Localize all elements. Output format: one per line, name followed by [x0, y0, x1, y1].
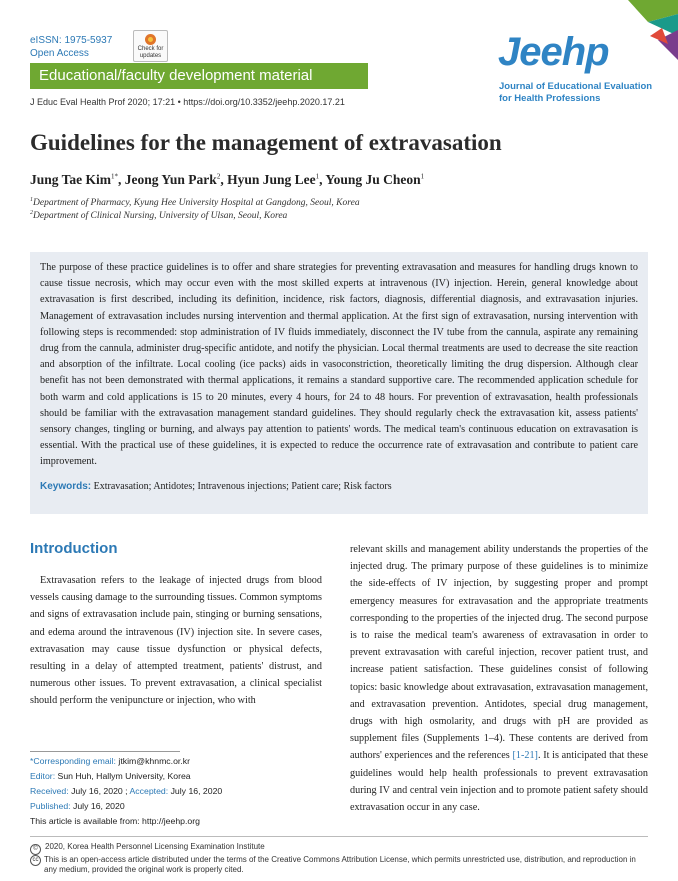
intro-paragraph-1: Extravasation refers to the leakage of injected drugs from blood vessels causing damage to the surrounding tissues. Common symptoms and signs of extravasation include pain, stinging or burning sensations, and edema around the intravenous (IV) injection site. In severe cases, extravasation may cause tissue dysfunction or physical defects, resulting in a delay of attempted treatment, patients' distrust, and numerous other issues. To prevent extravasation, a clinical specialist should perform the venipuncture or injection, who with	[30, 575, 322, 707]
author-name: Young Ju Cheon	[325, 172, 421, 187]
intro-paragraph-continued: relevant skills and management ability understands the properties of the injected drug. The primary purpose of these guidelines is to minimize the side-effects of IV injection, by suggesting proper and prompt emergency measures for extravasation and the appropriate treatments corresponding to the properties of the injected drug. The second purpose is to raise the medical team's awareness of extravasation in order to prevent extravasation with careful injection, recover patient trust, and increase patient satisfaction. These guidelines consist of following topics: basic knowledge about extravasation, extravasation management, and extravasation prevention. Antidotes, special drug management, drugs with high osmolarity, and drugs with pH are provided as supplement files (Supplements 1–4). These contents are derived from authors' experiences and the references [1-21]. It is anticipated that these guidelines would help health professionals to prevent extravasation during IV and central vein injection and to promote patient safety should extravasation occur in any case.	[350, 544, 648, 814]
article-title: Guidelines for the management of extravasation	[30, 130, 502, 155]
open-access-label: Open Access	[30, 48, 89, 59]
license-divider	[30, 836, 648, 837]
license-text: cc This is an open-access article distributed under the terms of the Creative Commons Attribution License, which permits unrestricted use, distribution, and reproduction in any medium, provided the original work is properly cited.	[30, 855, 648, 875]
abstract-box	[30, 252, 648, 514]
creative-commons-icon: cc	[30, 855, 41, 866]
journal-logo: Jeehp	[498, 30, 609, 74]
author-list: Jung Tae Kim$^{1*}$, Jeong Yun Park$^2$, Hyun Jung Lee$^1$, Young Ju Cheon$^1$	[30, 172, 425, 187]
abstract-text: The purpose of these practice guidelines is to offer and share strategies for preventing extravasation and measures for handling drugs known to cause tissue necrosis, which may occur even with the most skilled experts at intravenous (IV) injection. Herein, general knowledge about extravasation is first described, including its definition, incidence, risk factors, diagnosis, differential diagnosis, and extravasation injuries. Management of extravasation includes nursing intervention and thermal application. At the first sign of extravasation, nursing intervention with following steps is recommended: stop administration of IV fluids immediately, disconnect the IV tube from the cannula, aspirate any remaining drug from the cannula, administer drug-specific antidote, and notify the physician. Local thermal treatments are used to decrease the site reaction and absorption of the infiltrate. Local cooling (ice packs) aids in vasoconstriction, theoretically limiting the drug dispersion. Although clear benefit has not been demonstrated with thermal applications, it remains a standard supportive care. The recommended application schedule for both warm and cold applications is 15 to 20 minutes, every 4 hours, for 24 to 48 hours. For prevention of extravasation, health professionals should be familiar with the extravasation management standard guidelines. They should regularly check the extravasation kit, assess patients' sensory changes, tingling or burning, and always pay attention to patients' words. The medical team's continuous education on extravasation is essential. With the practical use of these guidelines, it is expected to reduce the occurrence rate of extravasation and contribute to patient care improvement.	[40, 262, 638, 468]
author-name: Jeong Yun Park	[124, 172, 217, 187]
journal-name-line2: for Health Professions	[499, 93, 601, 104]
footnote-divider	[30, 751, 180, 752]
affiliation-2: $^2$Department of Clinical Nursing, University of Ulsan, Seoul, Korea	[30, 210, 288, 222]
published-line: Published: July 16, 2020	[30, 801, 125, 811]
keywords-values: Extravasation; Antidotes; Intravenous injections; Patient care; Risk factors	[93, 480, 392, 492]
issn: eISSN: 1975-5937	[30, 35, 113, 46]
corresponding-email-link[interactable]: jtkim@khnmc.or.kr	[118, 756, 190, 766]
citation-line[interactable]: J Educ Eval Health Prof 2020; 17:21 • https://doi.org/10.3352/jeehp.2020.17.21	[30, 97, 345, 107]
author-affiliation-marker: 1*	[111, 172, 119, 181]
author-name: Jung Tae Kim	[30, 172, 112, 187]
corresponding-email: *Corresponding email: jtkim@khnmc.or.kr	[30, 756, 190, 766]
affiliation-1: $^1$Department of Pharmacy, Kyung Hee University Hospital at Gangdong, Seoul, Korea	[30, 197, 360, 209]
body-column-right	[350, 541, 648, 816]
article-type-banner: Educational/faculty development material	[30, 63, 368, 89]
section-heading-introduction: Introduction	[30, 540, 118, 557]
issn-block	[30, 34, 112, 60]
availability-line[interactable]: This article is available from: http://jeehp.org	[30, 816, 200, 826]
journal-name	[499, 81, 652, 105]
corner-decoration-icon	[628, 0, 678, 60]
journal-name-line1: Journal of Educational Evaluation	[499, 81, 653, 92]
badge-label: Check for updates	[137, 46, 164, 59]
author-name: Hyun Jung Lee	[227, 172, 316, 187]
check-for-updates-badge[interactable]	[133, 30, 168, 62]
author-affiliation-marker: 1	[420, 172, 425, 181]
dates-line: Received: July 16, 2020 ; Accepted: July 16, 2020	[30, 786, 223, 796]
author-affiliation-marker: 1	[315, 172, 320, 181]
author-affiliation-marker: 2	[216, 172, 221, 181]
copyright-icon: ©	[30, 844, 41, 855]
reference-link[interactable]: [1-21]	[512, 750, 538, 762]
copyright-line: © 2020, Korea Health Personnel Licensing Examination Institute	[30, 842, 648, 855]
editor-line: Editor: Sun Huh, Hallym University, Korea	[30, 771, 191, 781]
body-column-left	[30, 572, 322, 710]
keywords-label: Keywords:	[40, 480, 92, 492]
keywords	[40, 481, 638, 492]
crossmark-icon	[145, 34, 156, 45]
